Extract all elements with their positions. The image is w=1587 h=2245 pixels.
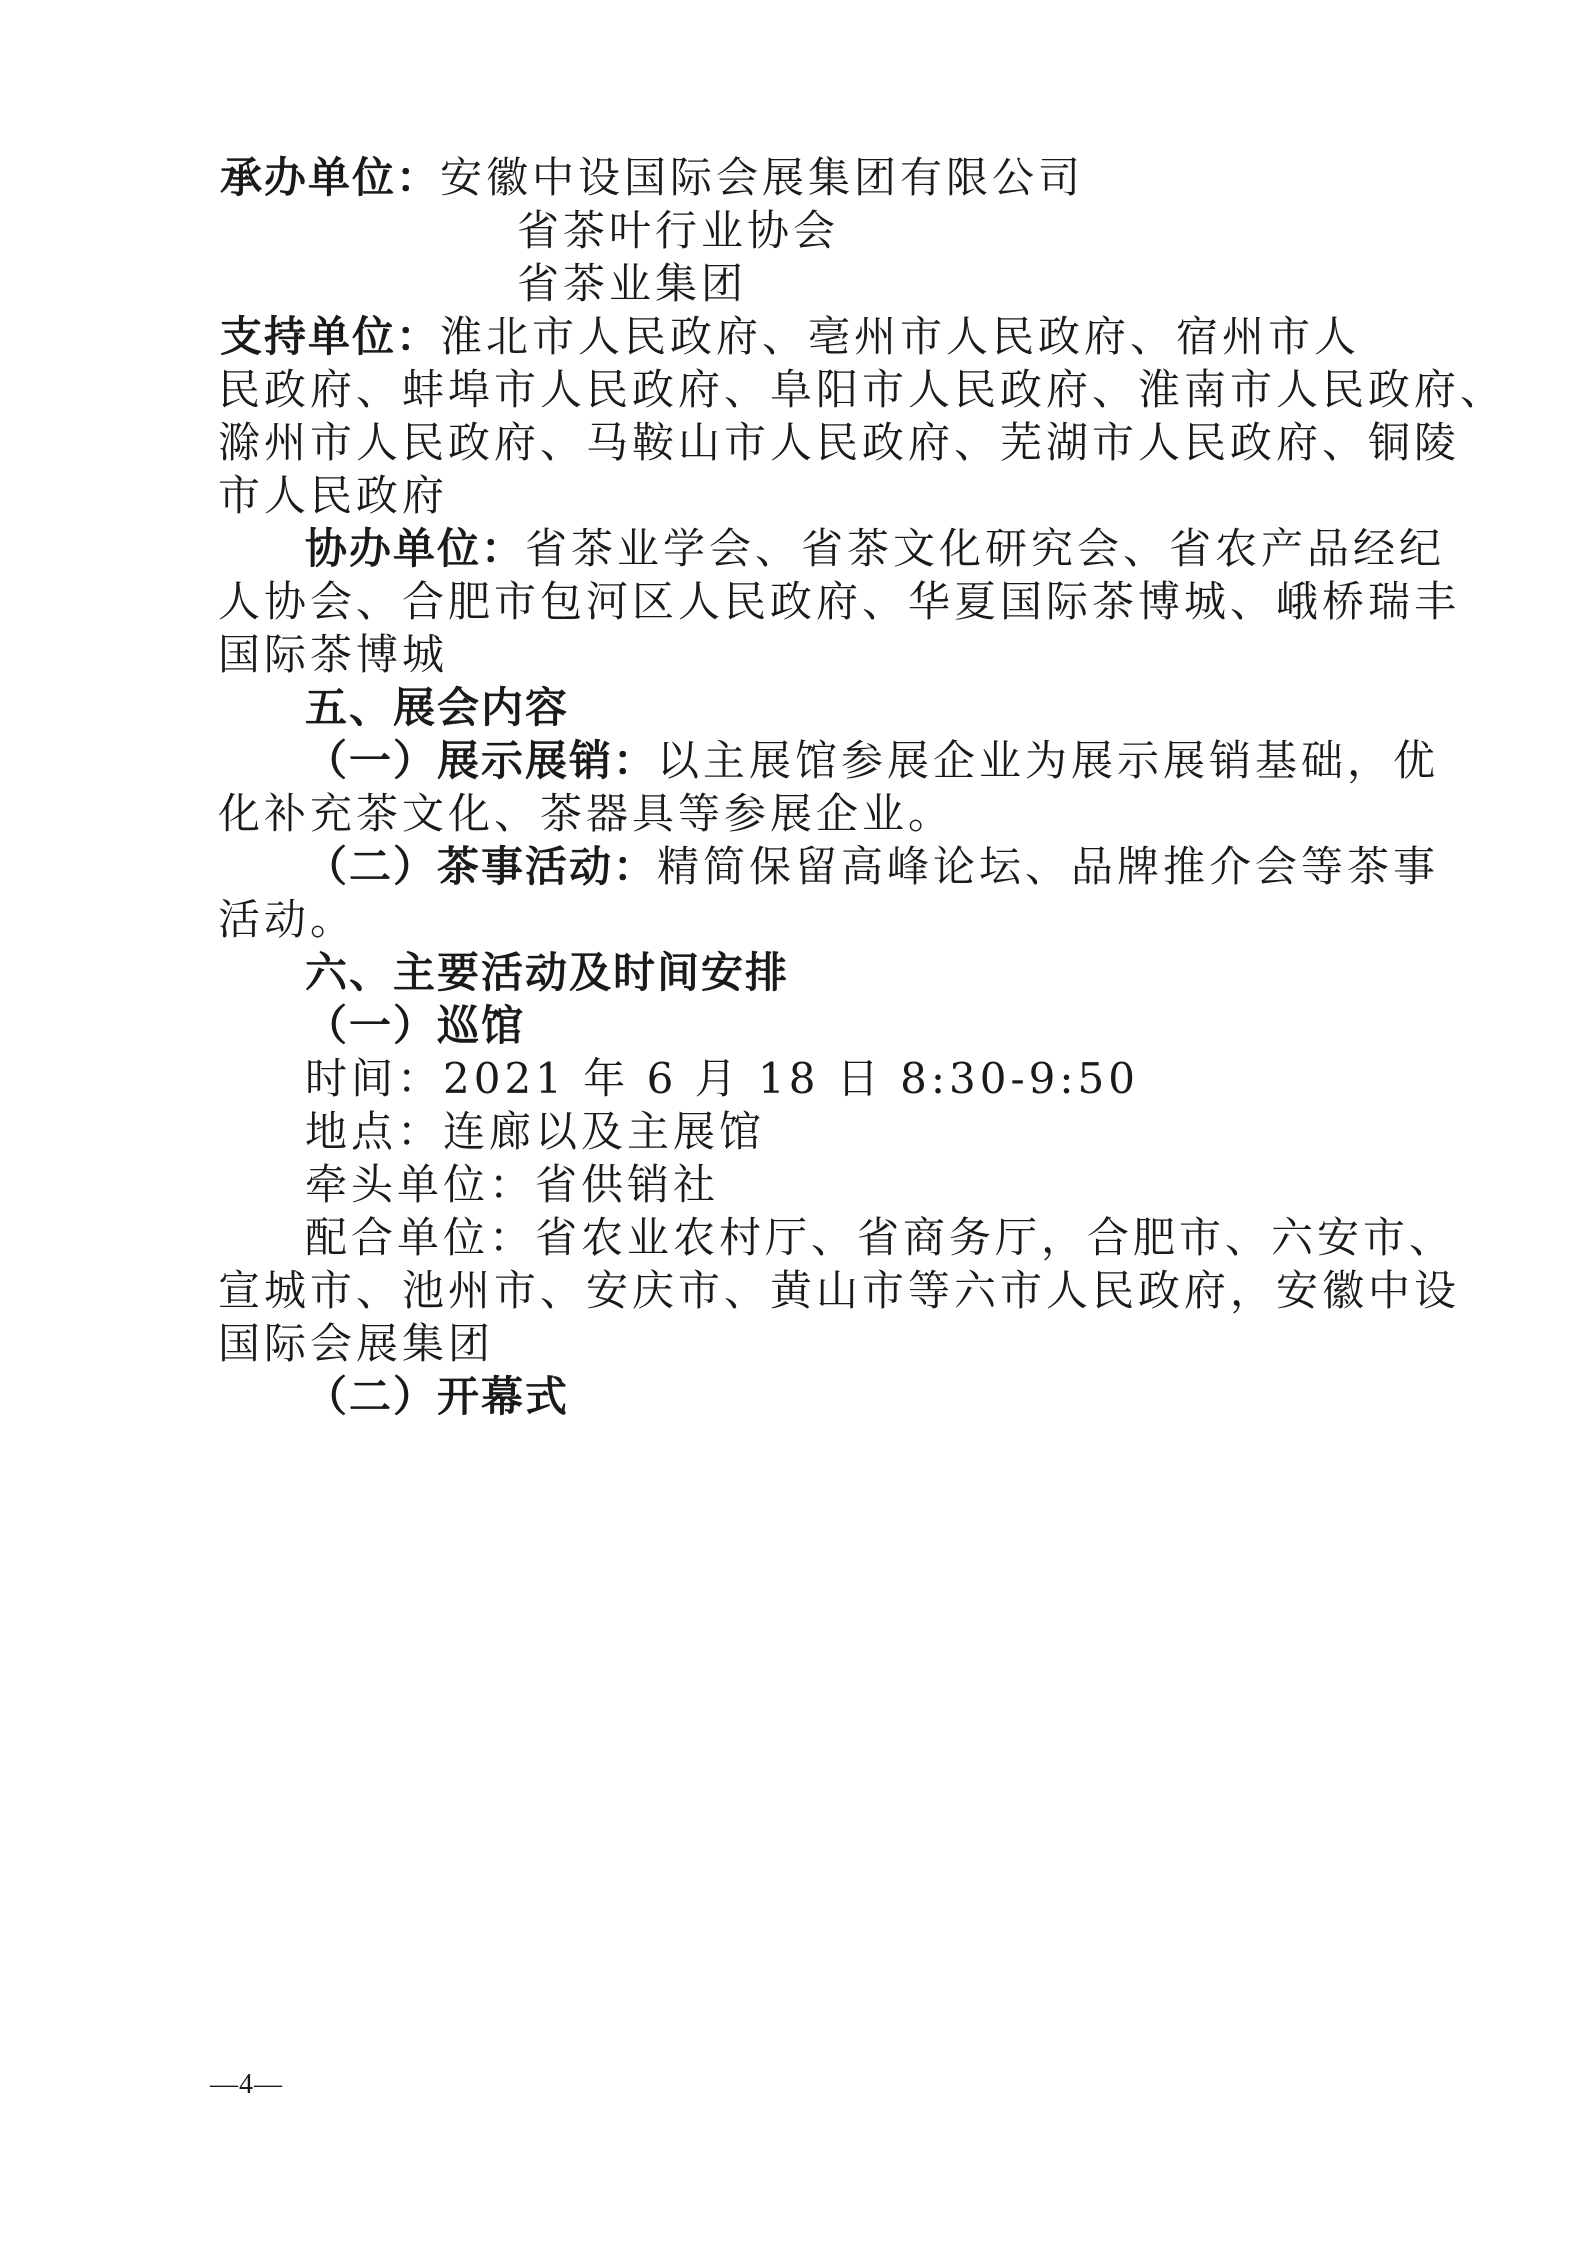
section-5-item-2 (305, 841, 1439, 893)
co-organizer-text-1: 省茶业学会、省茶文化研究会、省农产品经纪 (525, 524, 1446, 573)
co-organizer-line-1 (305, 523, 1445, 575)
organizer-name-3: 省茶业集团 (517, 259, 748, 308)
section-5-item-1-text: 以主展馆参展企业为展示展销基础，优 (657, 736, 1440, 785)
organizer-name-2: 省茶叶行业协会 (517, 206, 840, 255)
event-place: 地点：连廊以及主展馆 (305, 1107, 766, 1156)
supporter-text-3: 滁州市人民政府、马鞍山市人民政府、芜湖市人民政府、铜陵 (218, 418, 1461, 467)
section-5-item-2-label: （二）茶事活动： (305, 842, 658, 891)
section-5-item-1-text-2: 化补充茶文化、茶器具等参展企业。 (218, 789, 955, 838)
organizer-line-1 (220, 152, 1084, 204)
event-coop-units-3: 国际会展集团 (218, 1319, 495, 1368)
supporter-text-2: 民政府、蚌埠市人民政府、阜阳市人民政府、淮南市人民政府、 (218, 365, 1507, 414)
section-5-item-1 (305, 735, 1439, 787)
supporter-text-4: 市人民政府 (218, 471, 449, 520)
supporter-text-1: 淮北市人民政府、亳州市人民政府、宿州市人 (440, 312, 1361, 361)
co-organizer-text-2: 人协会、合肥市包河区人民政府、华夏国际茶博城、峨桥瑞丰 (218, 577, 1461, 626)
supporter-label: 支持单位： (220, 312, 441, 361)
section-6-sub-2: （二）开幕式 (305, 1372, 570, 1421)
co-organizer-text-3: 国际茶博城 (218, 630, 449, 679)
section-6-heading: 六、主要活动及时间安排 (305, 948, 790, 997)
event-lead-unit: 牵头单位：省供销社 (305, 1160, 720, 1209)
co-organizer-label: 协办单位： (305, 524, 526, 573)
section-5-item-2-text-2: 活动。 (218, 895, 357, 944)
section-5-item-2-text: 精简保留高峰论坛、品牌推介会等茶事 (657, 842, 1440, 891)
page-number: —4— (210, 2069, 283, 2100)
section-5-heading: 五、展会内容 (305, 683, 570, 732)
supporter-line-1 (220, 311, 1360, 363)
event-time: 时间：2021 年 6 月 18 日 8:30-9:50 (305, 1054, 1139, 1103)
section-5-item-1-label: （一）展示展销： (305, 736, 658, 785)
event-coop-units-1: 配合单位：省农业农村厅、省商务厅，合肥市、六安市、 (305, 1213, 1456, 1262)
organizer-name-1: 安徽中设国际会展集团有限公司 (440, 153, 1085, 202)
section-6-sub-1: （一）巡馆 (305, 1001, 526, 1050)
organizer-label: 承办单位： (220, 153, 441, 202)
event-coop-units-2: 宣城市、池州市、安庆市、黄山市等六市人民政府，安徽中设 (218, 1266, 1461, 1315)
